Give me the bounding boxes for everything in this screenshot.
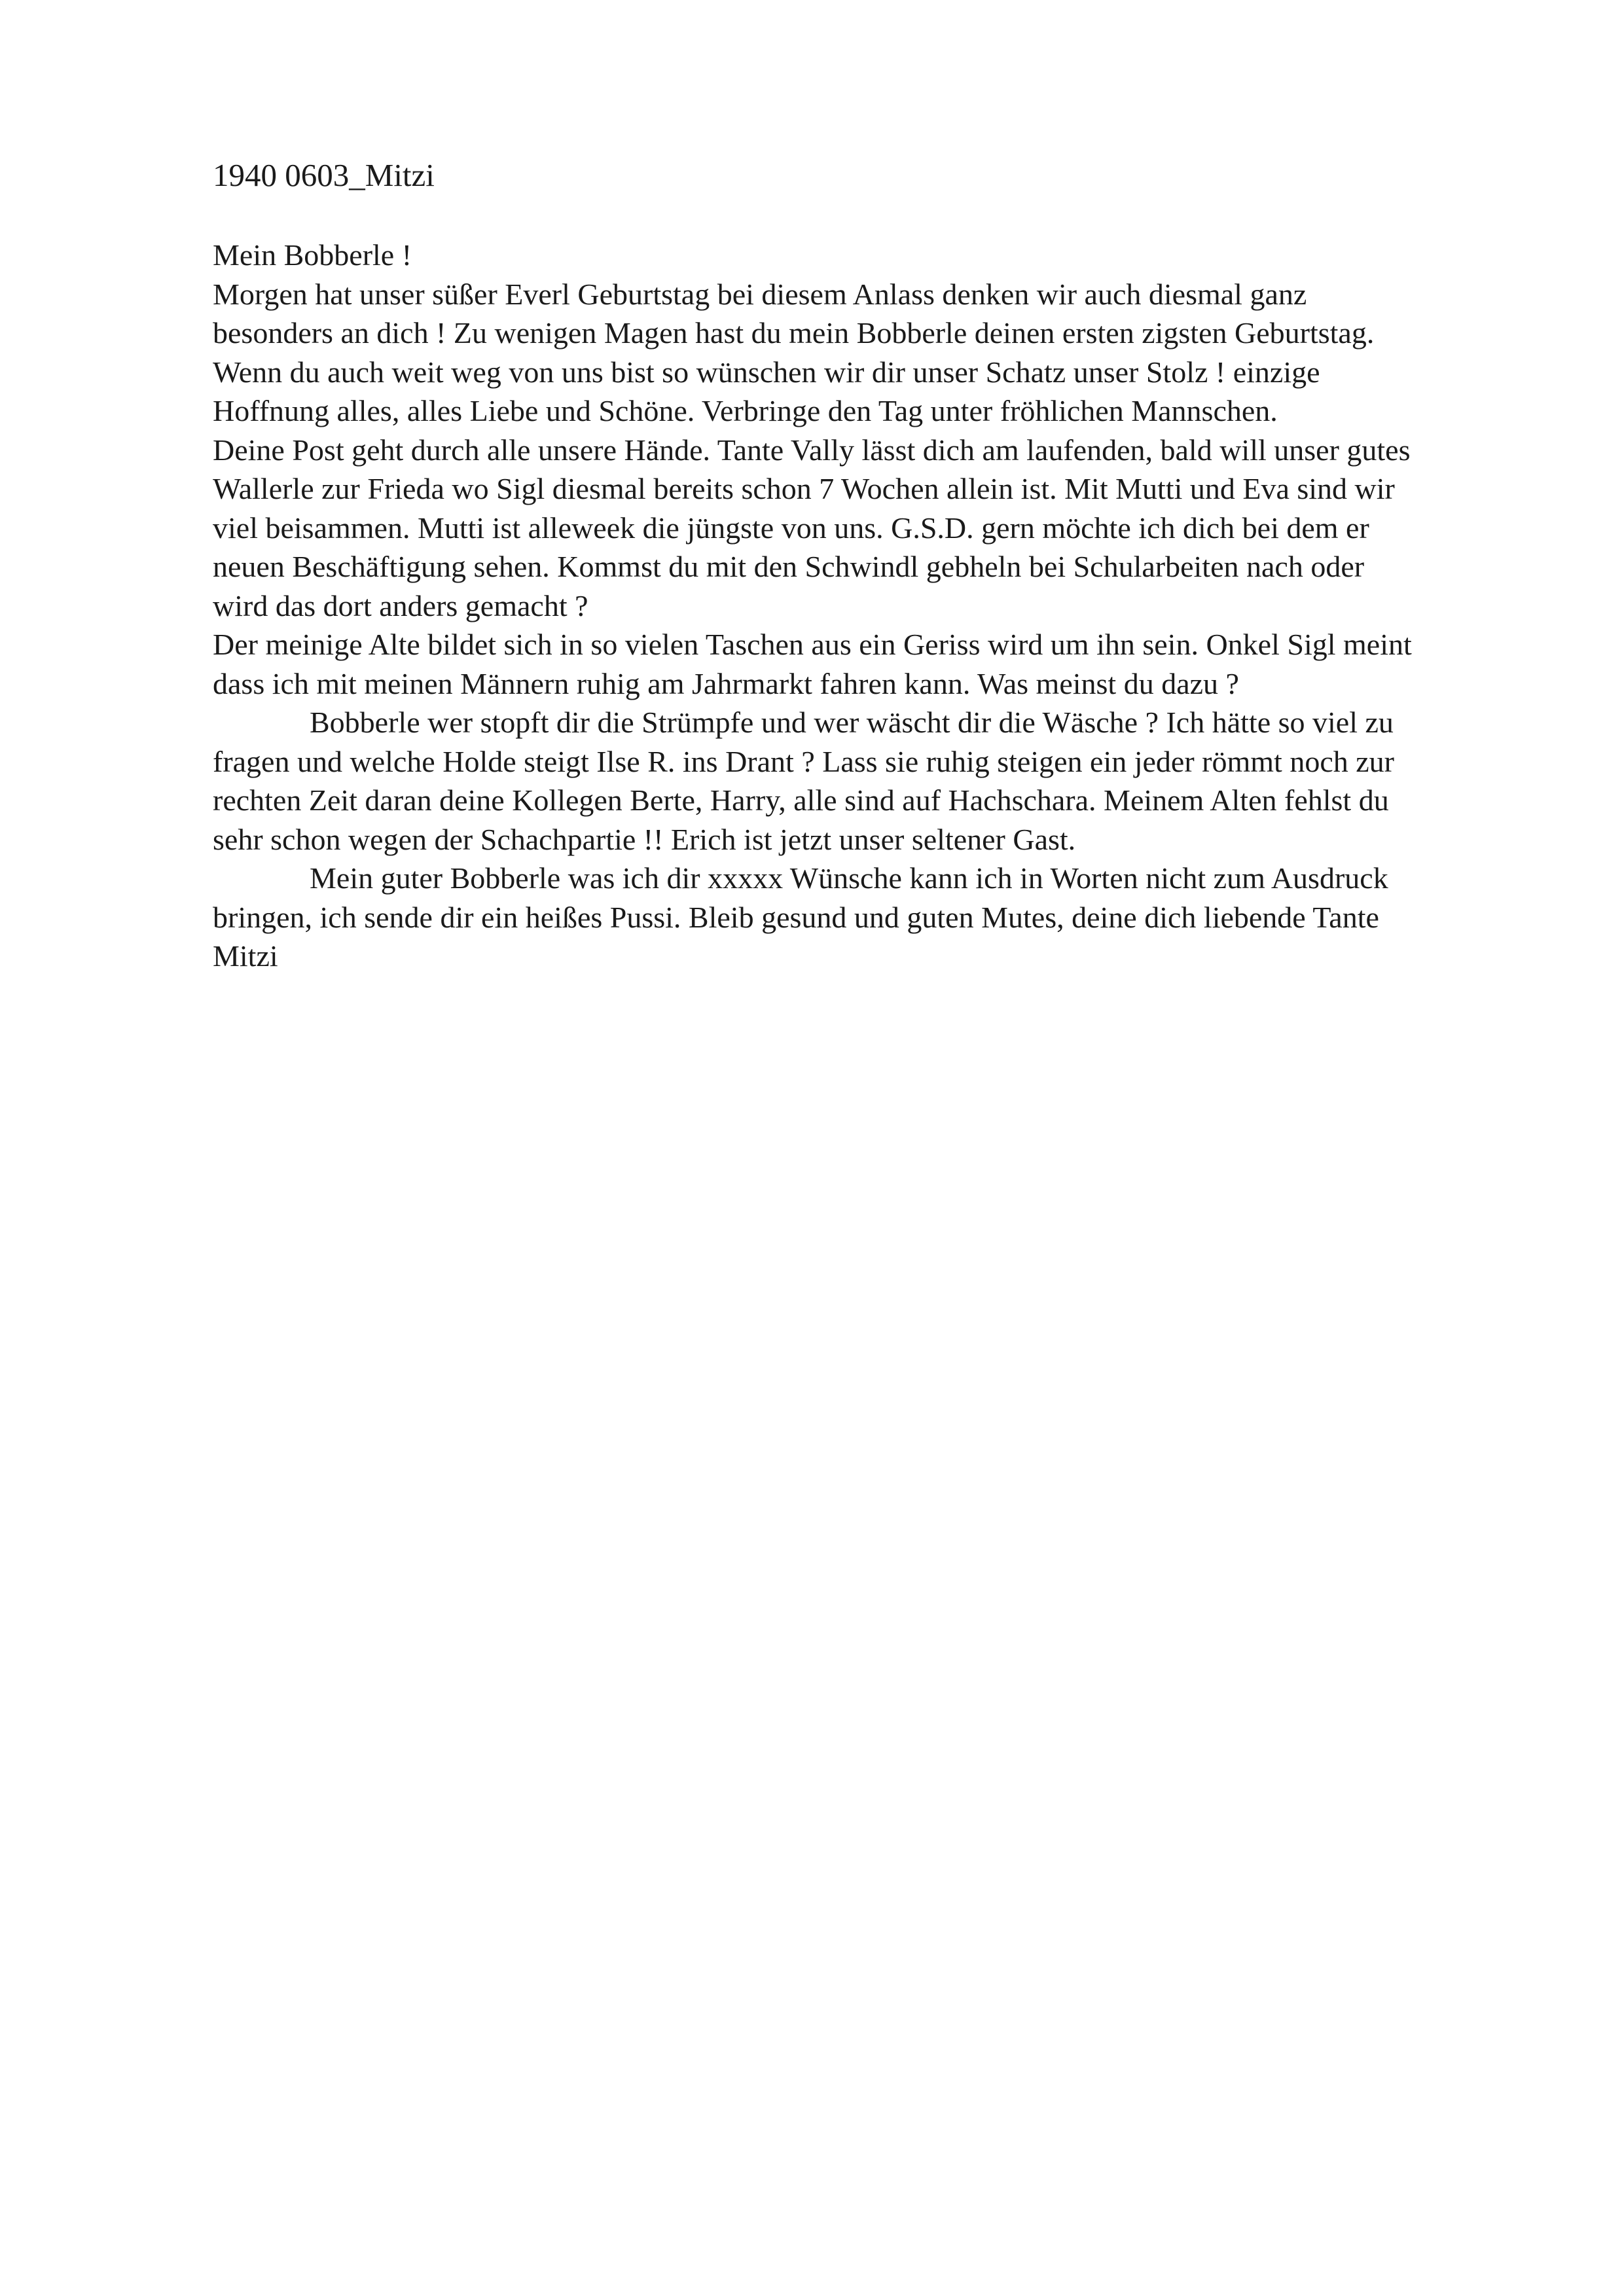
text-line-indented: Mein guter Bobberle was ich dir xxxxx Wünsche kann ich in Worten nicht zum Ausdruck xyxy=(310,861,1388,895)
text-line: rechten Zeit daran deine Kollegen Berte, Harry, alle sind auf Hachschara. Meinem Alten fehlst du xyxy=(213,783,1389,817)
text-line: bringen, ich sende dir ein heißes Pussi. Bleib gesund und guten Mutes, deine dich liebende Tante xyxy=(213,900,1379,934)
text-line: Hoffnung alles, alles Liebe und Schöne. Verbringe den Tag unter fröhlichen Mannschen. xyxy=(213,394,1278,427)
signature-line: Mitzi xyxy=(213,939,278,973)
text-line: dass ich mit meinen Männern ruhig am Jahrmarkt fahren kann. Was meinst du dazu ? xyxy=(213,666,1239,700)
text-line: Wenn du auch weit weg von uns bist so wünschen wir dir unser Schatz unser Stolz ! einzige xyxy=(213,355,1320,389)
text-line: Der meinige Alte bildet sich in so vielen Taschen aus ein Geriss wird um ihn sein. Onkel Sigl meint xyxy=(213,628,1412,661)
letter-body xyxy=(213,236,1548,976)
text-line: Morgen hat unser süßer Everl Geburtstag bei diesem Anlass denken wir auch diesmal ganz xyxy=(213,277,1307,311)
text-line-indented: Bobberle wer stopft dir die Strümpfe und wer wäscht dir die Wäsche ? Ich hätte so viel zu xyxy=(310,706,1394,739)
text-line: Wallerle zur Frieda wo Sigl diesmal bereits schon 7 Wochen allein ist. Mit Mutti und Eva sind wir xyxy=(213,472,1395,505)
text-line: viel beisammen. Mutti ist alleweek die jüngste von uns. G.S.D. gern möchte ich dich bei dem er xyxy=(213,511,1369,545)
text-line: besonders an dich ! Zu wenigen Magen hast du mein Bobberle deinen ersten zigsten Geburtstag. xyxy=(213,316,1375,350)
text-line: neuen Beschäftigung sehen. Kommst du mit den Schwindl gebheln bei Schularbeiten nach oder xyxy=(213,550,1365,583)
salutation-line: Mein Bobberle ! xyxy=(213,238,412,272)
text-line: Deine Post geht durch alle unsere Hände. Tante Vally lässt dich am laufenden, bald will unser gutes xyxy=(213,433,1411,467)
text-line: wird das dort anders gemacht ? xyxy=(213,588,588,622)
text-line: fragen und welche Holde steigt Ilse R. ins Drant ? Lass sie ruhig steigen ein jeder römmt noch zur xyxy=(213,744,1394,778)
text-line: sehr schon wegen der Schachpartie !! Erich ist jetzt unser seltener Gast. xyxy=(213,822,1076,856)
document-title: 1940 0603_Mitzi xyxy=(213,157,435,193)
